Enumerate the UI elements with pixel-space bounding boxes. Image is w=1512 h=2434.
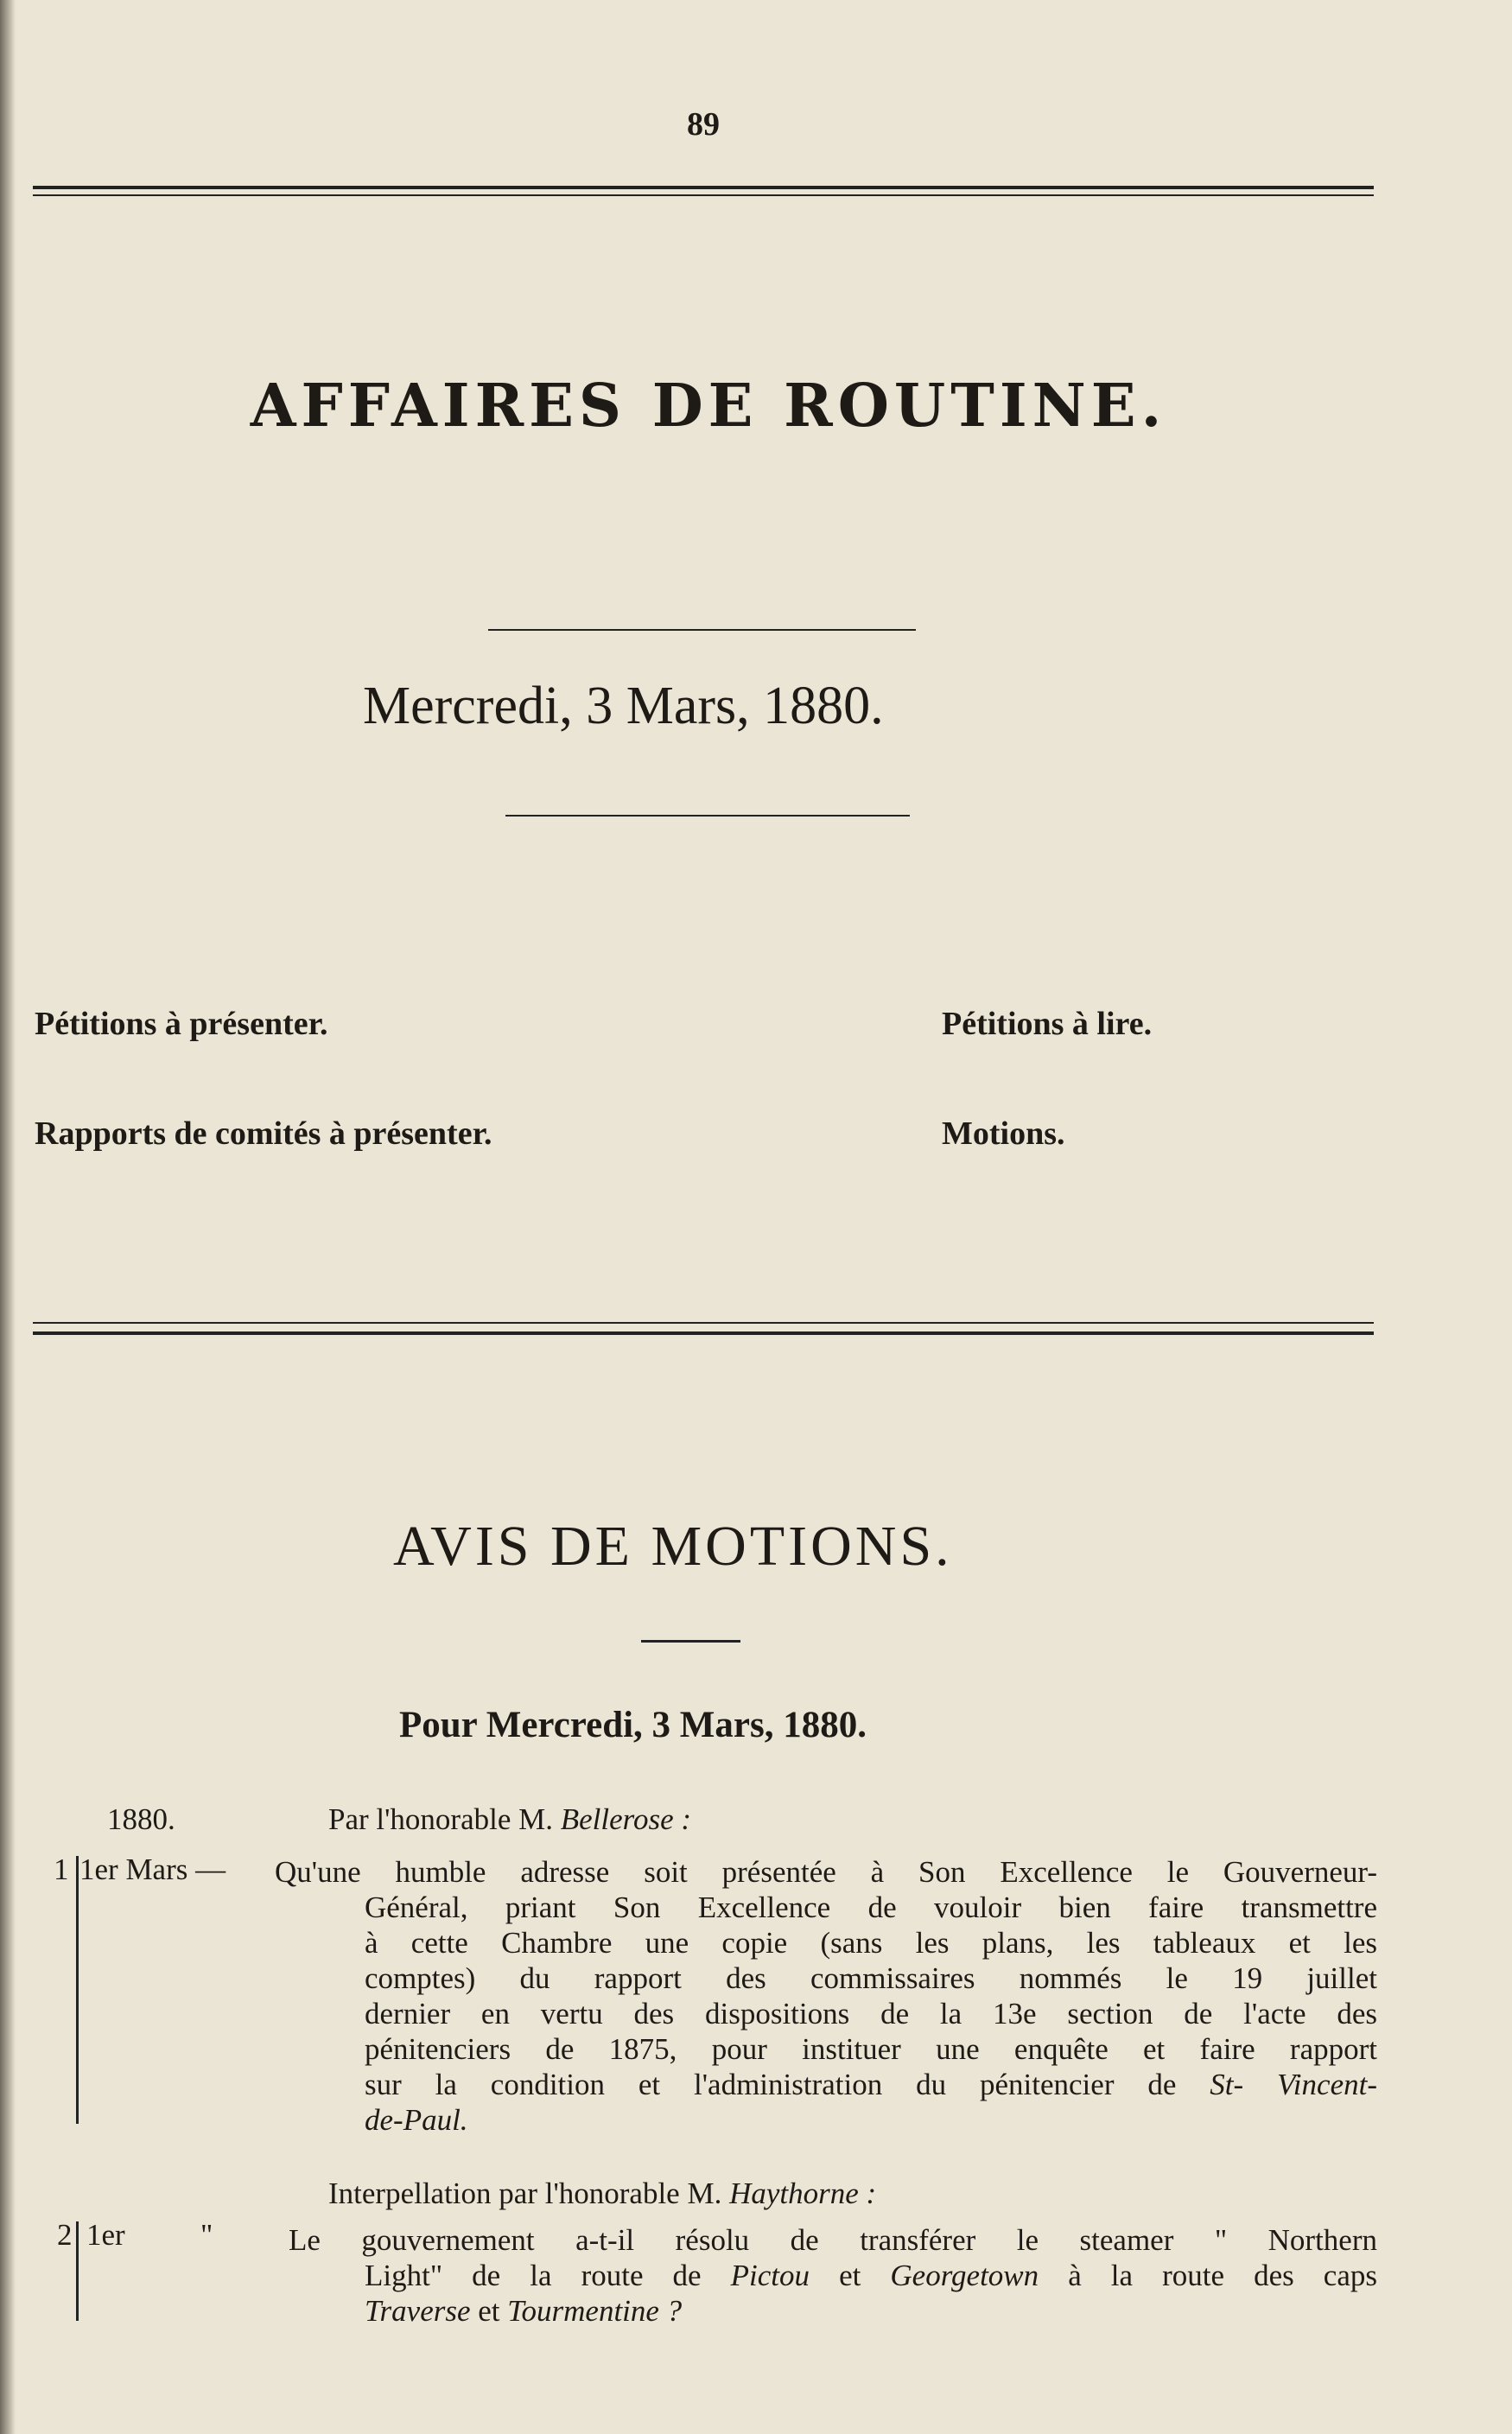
motion-1-text <box>275 1854 1377 1890</box>
motion-2-text <box>289 2222 1377 2258</box>
motion-1-line-4: comptes) du rapport des commissaires nommés le 19 juillet <box>365 1961 1377 1995</box>
motion-1-line-7-text: sur la condition et l'administration du pénitencier de <box>365 2068 1210 2101</box>
motion-2-ditto: " <box>200 2218 213 2252</box>
motion-2-intro-text: Interpellation par l'honorable M. <box>328 2177 730 2210</box>
notices-title: AVIS DE MOTIONS. <box>393 1515 953 1578</box>
section-title: AFFAIRES DE ROUTINE. <box>250 372 1167 441</box>
date-heading: Mercredi, 3 Mars, 1880. <box>363 677 884 735</box>
routine-item-petitions-read: Pétitions à lire. <box>942 1006 1153 1042</box>
page-number: 89 <box>687 106 720 143</box>
motion-2-line-2-b: et <box>810 2259 891 2292</box>
year-label: 1880. <box>107 1802 175 1836</box>
motion-2-text-body <box>365 2258 1377 2329</box>
routine-item-petitions-present: Pétitions à présenter. <box>35 1006 328 1042</box>
notices-date: Pour Mercredi, 3 Mars, 1880. <box>399 1705 867 1745</box>
motion-2-date: 1er <box>86 2218 125 2252</box>
routine-item-committee-reports: Rapports de comités à présenter. <box>35 1115 492 1152</box>
motion-1-line-5: dernier en vertu des dispositions de la 13e section de l'acte des <box>365 1997 1377 2030</box>
motion-2-georgetown: Georgetown <box>890 2259 1039 2292</box>
motion-1-place: St- Vincent- <box>1210 2068 1377 2101</box>
motion-1-line-1: Qu'une humble adresse soit présentée à Son Excellence le Gouverneur- <box>275 1855 1377 1889</box>
motion-2-line-3-b: et <box>470 2294 508 2328</box>
motion-2-number: 2 <box>57 2218 73 2252</box>
motion-2-traverse: Traverse <box>365 2294 471 2328</box>
motion-1-line-3: à cette Chambre une copie (sans les plans, les tableaux et les <box>365 1926 1377 1960</box>
middle-rule-thick <box>33 1331 1374 1335</box>
motion-2-line-2 <box>365 2258 1377 2293</box>
top-rule-thick <box>33 186 1374 189</box>
motion-2-line-1: Le gouvernement a-t-il résolu de transférer le steamer " Northern <box>289 2223 1377 2257</box>
top-rule-thin <box>33 194 1374 196</box>
motion-1-member: Bellerose : <box>560 1802 692 1836</box>
motion-1-date: 1er Mars — <box>79 1853 226 1886</box>
notices-underline <box>641 1640 740 1643</box>
motion-1-number: 1 <box>54 1853 69 1886</box>
motion-1-text-body <box>365 1890 1377 2138</box>
motion-1-line-2: Général, priant Son Excellence de vouloir bien faire transmettre <box>365 1891 1377 1924</box>
motion-1-line-7 <box>365 2067 1377 2102</box>
motion-1-intro <box>328 1802 691 1838</box>
page-binding-edge <box>0 0 16 2434</box>
motion-1-line-6: pénitenciers de 1875, pour instituer une enquête et faire rapport <box>365 2032 1377 2066</box>
motion-2-tourmentine: Tourmentine ? <box>507 2294 683 2328</box>
motion-1-intro-text: Par l'honorable M. <box>328 1802 561 1836</box>
date-underline <box>505 815 910 817</box>
motion-1-place-end: de-Paul. <box>365 2103 468 2137</box>
motion-1-margin-bar <box>76 1856 79 2124</box>
motion-2-line-2-a: Light" de la route de <box>365 2259 731 2292</box>
motion-1-line-8 <box>365 2102 1377 2138</box>
routine-item-motions: Motions. <box>942 1115 1065 1152</box>
title-underline <box>488 629 916 631</box>
motion-2-intro <box>328 2176 876 2212</box>
middle-rule-thin <box>33 1322 1374 1324</box>
motion-2-pictou: Pictou <box>730 2259 810 2292</box>
motion-2-line-3 <box>365 2293 1377 2329</box>
motion-2-margin-bar <box>76 2221 79 2321</box>
motion-2-line-2-c: à la route des caps <box>1039 2259 1377 2292</box>
motion-2-member: Haythorne : <box>729 2177 877 2210</box>
